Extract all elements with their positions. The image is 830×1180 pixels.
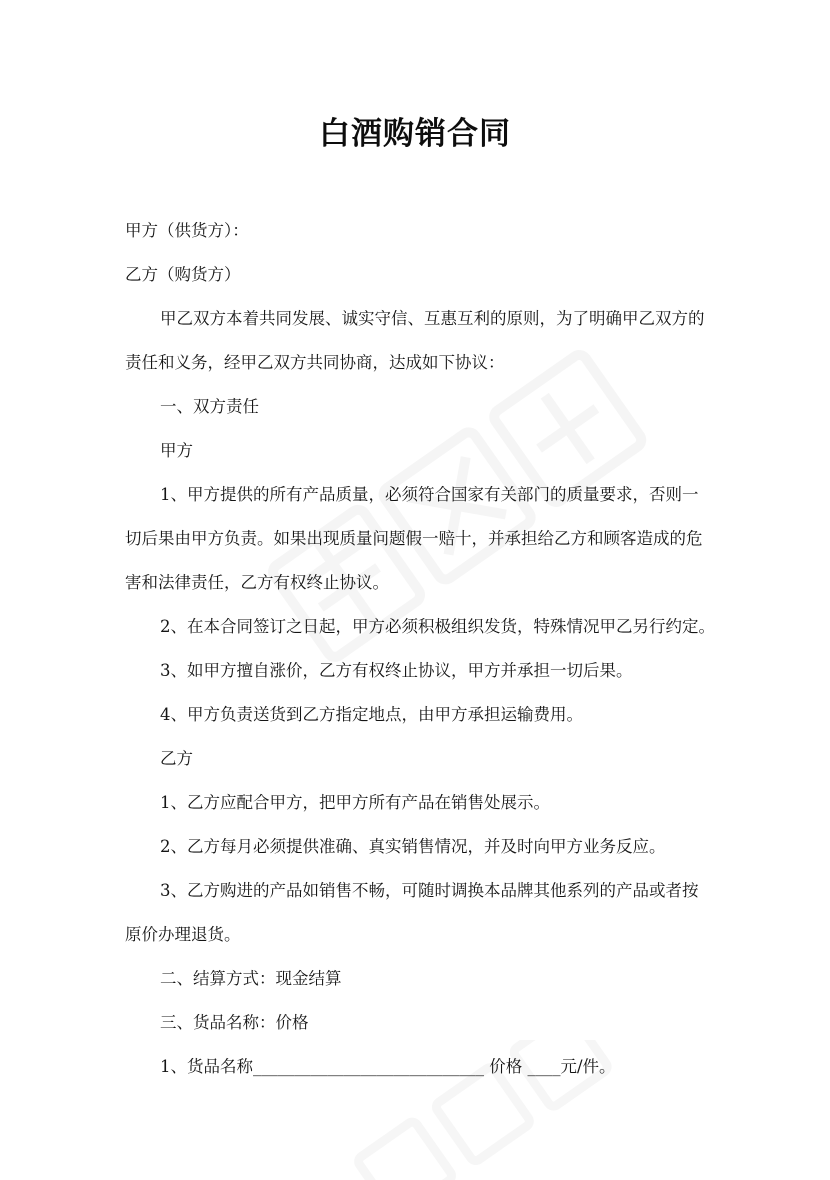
party-b-clause-2: 2、乙方每月必须提供准确、真实销售情况，并及时向甲方业务反应。 (160, 837, 666, 856)
preamble-line-1: 甲乙双方本着共同发展、诚实守信、互惠互利的原则，为了明确甲乙双方的 (160, 309, 705, 328)
party-a-clause-1-line-2: 切后果由甲方负责。如果出现质量问题假一赔十，并承担给乙方和顾客造成的危 (125, 529, 703, 548)
goods-item-1: 1、货品名称____________________________ 价格 ____元/件。 (160, 1057, 616, 1076)
party-b-clause-3-line-2: 原价办理退货。 (125, 925, 241, 944)
party-a-clause-2: 2、在本合同签订之日起，甲方必须积极组织发货，特殊情况甲乙另行约定。 (160, 617, 715, 636)
section-heading-settlement: 二、结算方式：现金结算 (160, 969, 342, 988)
party-b-clause-1: 1、乙方应配合甲方，把甲方所有产品在销售处展示。 (160, 793, 550, 812)
party-a-line: 甲方（供货方）： (125, 221, 249, 240)
page-title: 白酒购销合同 (319, 116, 511, 152)
section-heading-responsibilities: 一、双方责任 (160, 397, 259, 416)
party-a-clause-1-line-1: 1、甲方提供的所有产品质量，必须符合国家有关部门的质量要求，否则一 (160, 485, 699, 504)
preamble-line-2: 责任和义务，经甲乙双方共同协商，达成如下协议： (125, 353, 505, 372)
party-a-clause-3: 3、如甲方擅自涨价，乙方有权终止协议，甲方并承担一切后果。 (160, 661, 633, 680)
subheading-party-a: 甲方 (160, 441, 193, 460)
party-a-clause-4: 4、甲方负责送货到乙方指定地点，由甲方承担运输费用。 (160, 705, 583, 724)
party-b-line: 乙方（购货方） (125, 265, 241, 284)
party-a-clause-1-line-3: 害和法律责任，乙方有权终止协议。 (125, 573, 389, 592)
subheading-party-b: 乙方 (160, 749, 193, 768)
party-b-clause-3-line-1: 3、乙方购进的产品如销售不畅，可随时调换本品牌其他系列的产品或者按 (160, 881, 699, 900)
section-heading-goods: 三、货品名称：价格 (160, 1013, 309, 1032)
